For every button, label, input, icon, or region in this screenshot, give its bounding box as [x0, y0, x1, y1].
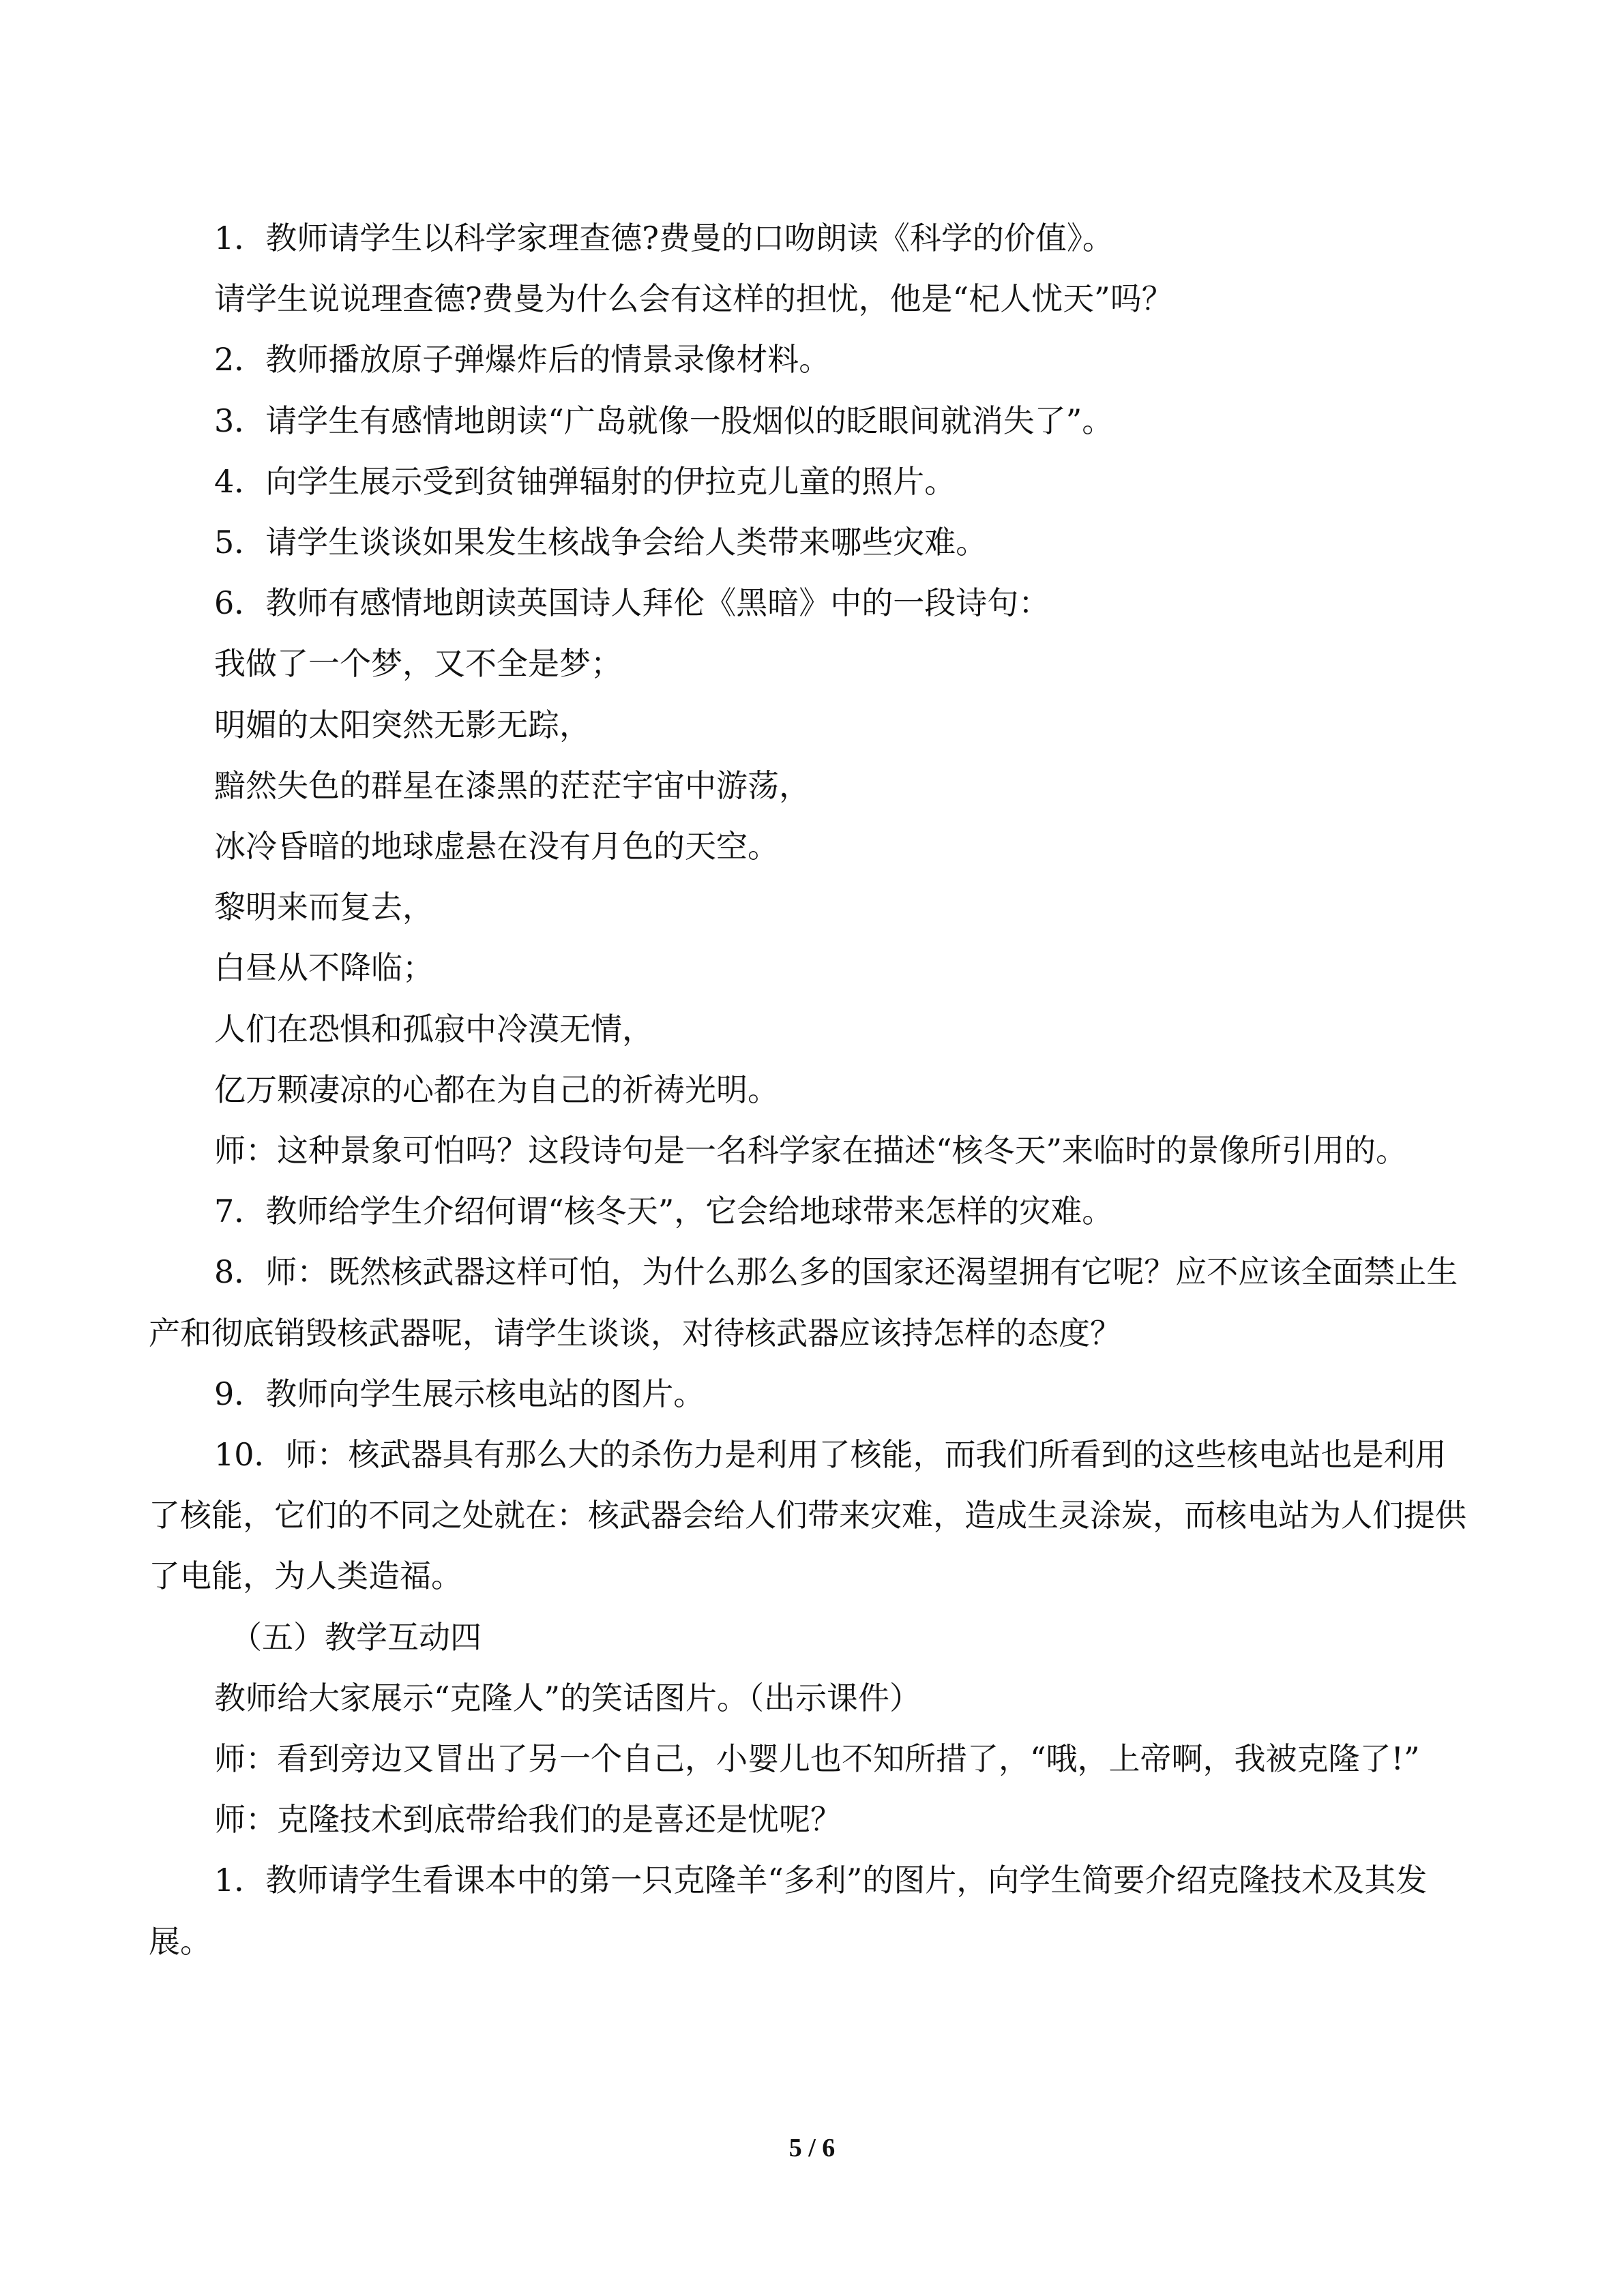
paragraph: 6．教师有感情地朗读英国诗人拜伦《黑暗》中的一段诗句：: [214, 584, 1050, 622]
document-body: [149, 208, 1475, 1972]
paragraph: 4．向学生展示受到贫铀弹辐射的伊拉克儿童的照片。: [214, 462, 956, 500]
paragraph: 请学生说说理查德?费曼为什么会有这样的担忧，他是“杞人忧天”吗？: [214, 280, 1173, 318]
paragraph: 9．教师向学生展示核电站的图片。: [214, 1375, 705, 1412]
paragraph: 8．师：既然核武器这样可怕，为什么那么多的国家还渴望拥有它呢？应不应该全面禁止生产和彻底销毁核武器呢，请学生谈谈，对待核武器应该持怎样的态度？: [149, 1253, 1458, 1352]
paragraph: 师：这种景象可怕吗？这段诗句是一名科学家在描述“核冬天”来临时的景像所引用的。: [214, 1132, 1408, 1169]
paragraph: 1．教师请学生以科学家理查德?费曼的口吻朗读《科学的价值》。: [214, 220, 1114, 256]
section-heading: （五）教学互动四: [231, 1618, 482, 1656]
paragraph: 教师给大家展示“克隆人”的笑话图片。（出示课件）: [214, 1679, 921, 1716]
paragraph: 10．师：核武器具有那么大的杀伤力是利用了核能，而我们所看到的这些核电站也是利用了核能，它们的不同之处就在：核武器会给人们带来灾难，造成生灵涂炭，而核电站为人们提供了电能，为人类造福。: [149, 1436, 1466, 1595]
paragraph: 师：看到旁边又冒出了另一个自己，小婴儿也不知所措了，“哦，上帝啊，我被克隆了!”: [214, 1740, 1420, 1778]
poem-line: 我做了一个梦，又不全是梦；: [214, 645, 622, 683]
paragraph: 5．请学生谈谈如果发生核战争会给人类带来哪些灾难。: [214, 524, 988, 561]
paragraph: 2．教师播放原子弹爆炸后的情景录像材料。: [214, 341, 831, 378]
paragraph: 师：克隆技术到底带给我们的是喜还是忧呢？: [214, 1801, 842, 1838]
poem-line: 黎明来而复去，: [214, 889, 434, 926]
page-number: 5 / 6: [788, 2134, 836, 2162]
poem-line: 黯然失色的群星在漆黑的茫茫宇宙中游荡，: [214, 766, 810, 804]
paragraph: 3．请学生有感情地朗读“广岛就像一股烟似的眨眼间就消失了”。: [214, 402, 1114, 439]
paragraph: 7．教师给学生介绍何谓“核冬天”，它会给地球带来怎样的灾难。: [214, 1193, 1114, 1230]
poem-line: 明媚的太阳突然无影无踪，: [214, 706, 591, 743]
poem-line: 人们在恐惧和孤寂中冷漠无情，: [214, 1010, 653, 1047]
poem-line: 冰冷昏暗的地球虚悬在没有月色的天空。: [214, 828, 779, 865]
paragraph: 1．教师请学生看课本中的第一只克隆羊“多利”的图片，向学生简要介绍克隆技术及其发展。: [149, 1862, 1428, 1960]
poem-line: 亿万颗凄凉的心都在为自己的祈祷光明。: [214, 1071, 779, 1108]
poem-line: 白昼从不降临；: [214, 949, 434, 987]
